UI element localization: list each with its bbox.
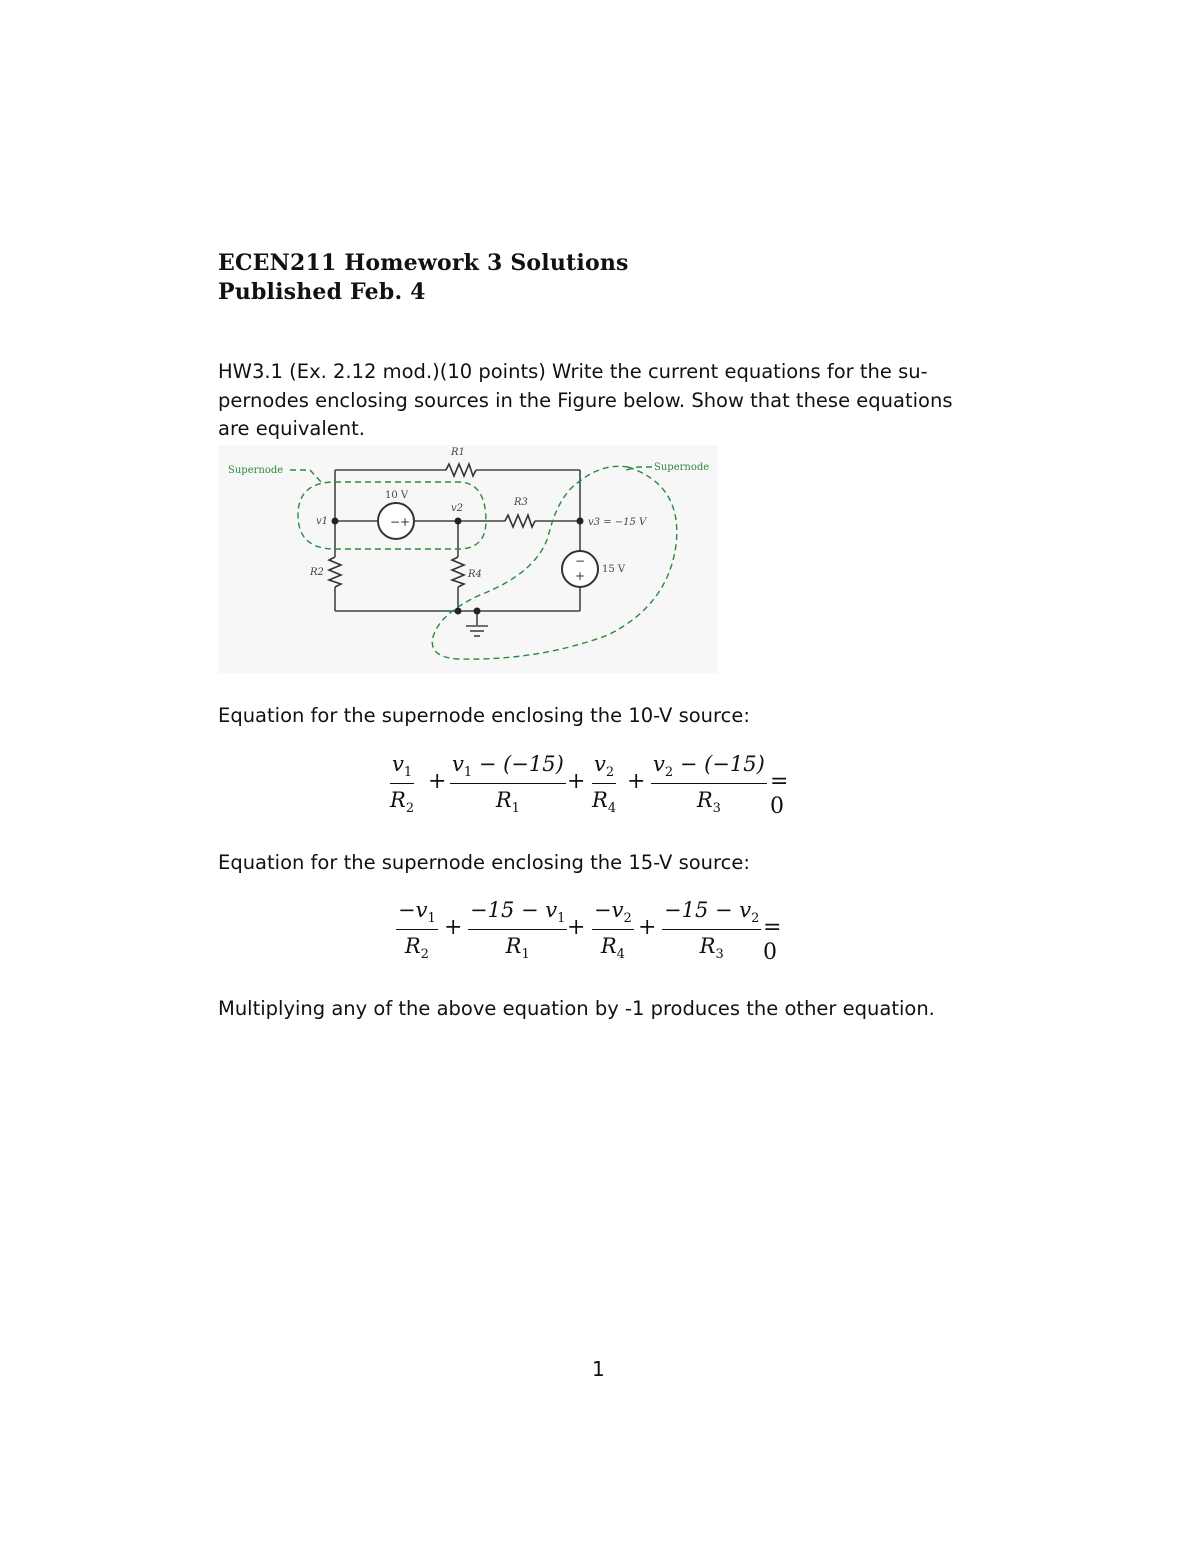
svg-text:+: +: [575, 569, 586, 583]
eq1-term-1-num: $v_1$: [392, 752, 413, 781]
source-15v-label: 15 V: [602, 564, 626, 575]
eq1-term-3-num: $v_2$: [594, 752, 615, 781]
eq2-term-2-den: $R_1$: [468, 929, 567, 962]
circuit-figure: [218, 445, 718, 673]
v3-label: v3 = −15 V: [588, 517, 647, 528]
eq1-term-2-den: $R_1$: [450, 783, 566, 816]
problem-line-1: HW3.1 (Ex. 2.12 mod.)(10 points) Write the current equations for the su-: [218, 360, 928, 383]
source-10v-label: 10 V: [385, 490, 409, 501]
r2-label: R2: [310, 567, 324, 578]
plus-sign: +: [428, 769, 447, 794]
eq1-rhs: = 0: [770, 769, 789, 819]
published-date: Published Feb. 4: [218, 279, 426, 305]
eq2-term-3: [592, 898, 634, 962]
eq2-term-3-den: $R_4$: [592, 929, 634, 962]
r1-label: R1: [451, 447, 465, 458]
supernode-right-label: Supernode: [654, 462, 710, 473]
problem-line-3: are equivalent.: [218, 417, 365, 440]
eq1-term-4-den: $R_3$: [651, 783, 767, 816]
eq2-term-4: [662, 898, 761, 962]
problem-line-2: pernodes enclosing sources in the Figure below. Show that these equations: [218, 388, 953, 412]
eq2-term-2-num: $-15 - v_1$: [470, 898, 566, 927]
plus-sign: +: [567, 769, 586, 794]
eq1-term-2: [450, 752, 566, 816]
plus-sign: +: [627, 769, 646, 794]
eq2-term-4-den: $R_3$: [662, 929, 761, 962]
eq1-term-3-den: $R_4$: [592, 783, 616, 816]
eq2-term-1: [396, 898, 438, 962]
eq2-term-4-num: $-15 - v_2$: [664, 898, 760, 927]
svg-text:+: +: [400, 515, 411, 529]
eq1-term-1: [390, 752, 414, 816]
plus-sign: +: [638, 915, 657, 940]
r3-label: R3: [514, 497, 528, 508]
eq2-term-3-num: $-v_2$: [594, 898, 632, 927]
eq1-term-4: [651, 752, 767, 816]
eq2-term-2: [468, 898, 567, 962]
eq2-term-1-den: $R_2$: [396, 929, 438, 962]
plus-sign: +: [444, 915, 463, 940]
eq1-term-3: [592, 752, 616, 816]
problem-statement: [218, 358, 982, 444]
svg-text:−: −: [575, 554, 586, 568]
v2-label: v2: [451, 503, 464, 514]
eq1-term-2-num: $v_1 - (-15)$: [452, 752, 564, 781]
eq1-intro: Equation for the supernode enclosing the 10-V source:: [218, 704, 750, 727]
plus-sign: +: [567, 915, 586, 940]
v1-label: v1: [316, 516, 329, 527]
supernode-left-label: Supernode: [228, 465, 284, 476]
conclusion: Multiplying any of the above equation by -1 produces the other equation.: [218, 997, 935, 1020]
eq1-term-1-den: $R_2$: [390, 783, 414, 816]
r4-label: R4: [468, 569, 482, 580]
eq2-rhs: = 0: [763, 915, 782, 965]
eq2-intro: Equation for the supernode enclosing the 15-V source:: [218, 851, 750, 874]
svg-text:−: −: [390, 515, 401, 529]
document-title: ECEN211 Homework 3 Solutions: [218, 250, 629, 276]
page-number: 1: [592, 1357, 605, 1381]
eq1-term-4-num: $v_2 - (-15)$: [653, 752, 765, 781]
eq2-term-1-num: $-v_1$: [398, 898, 436, 927]
figure-background: [218, 445, 718, 673]
